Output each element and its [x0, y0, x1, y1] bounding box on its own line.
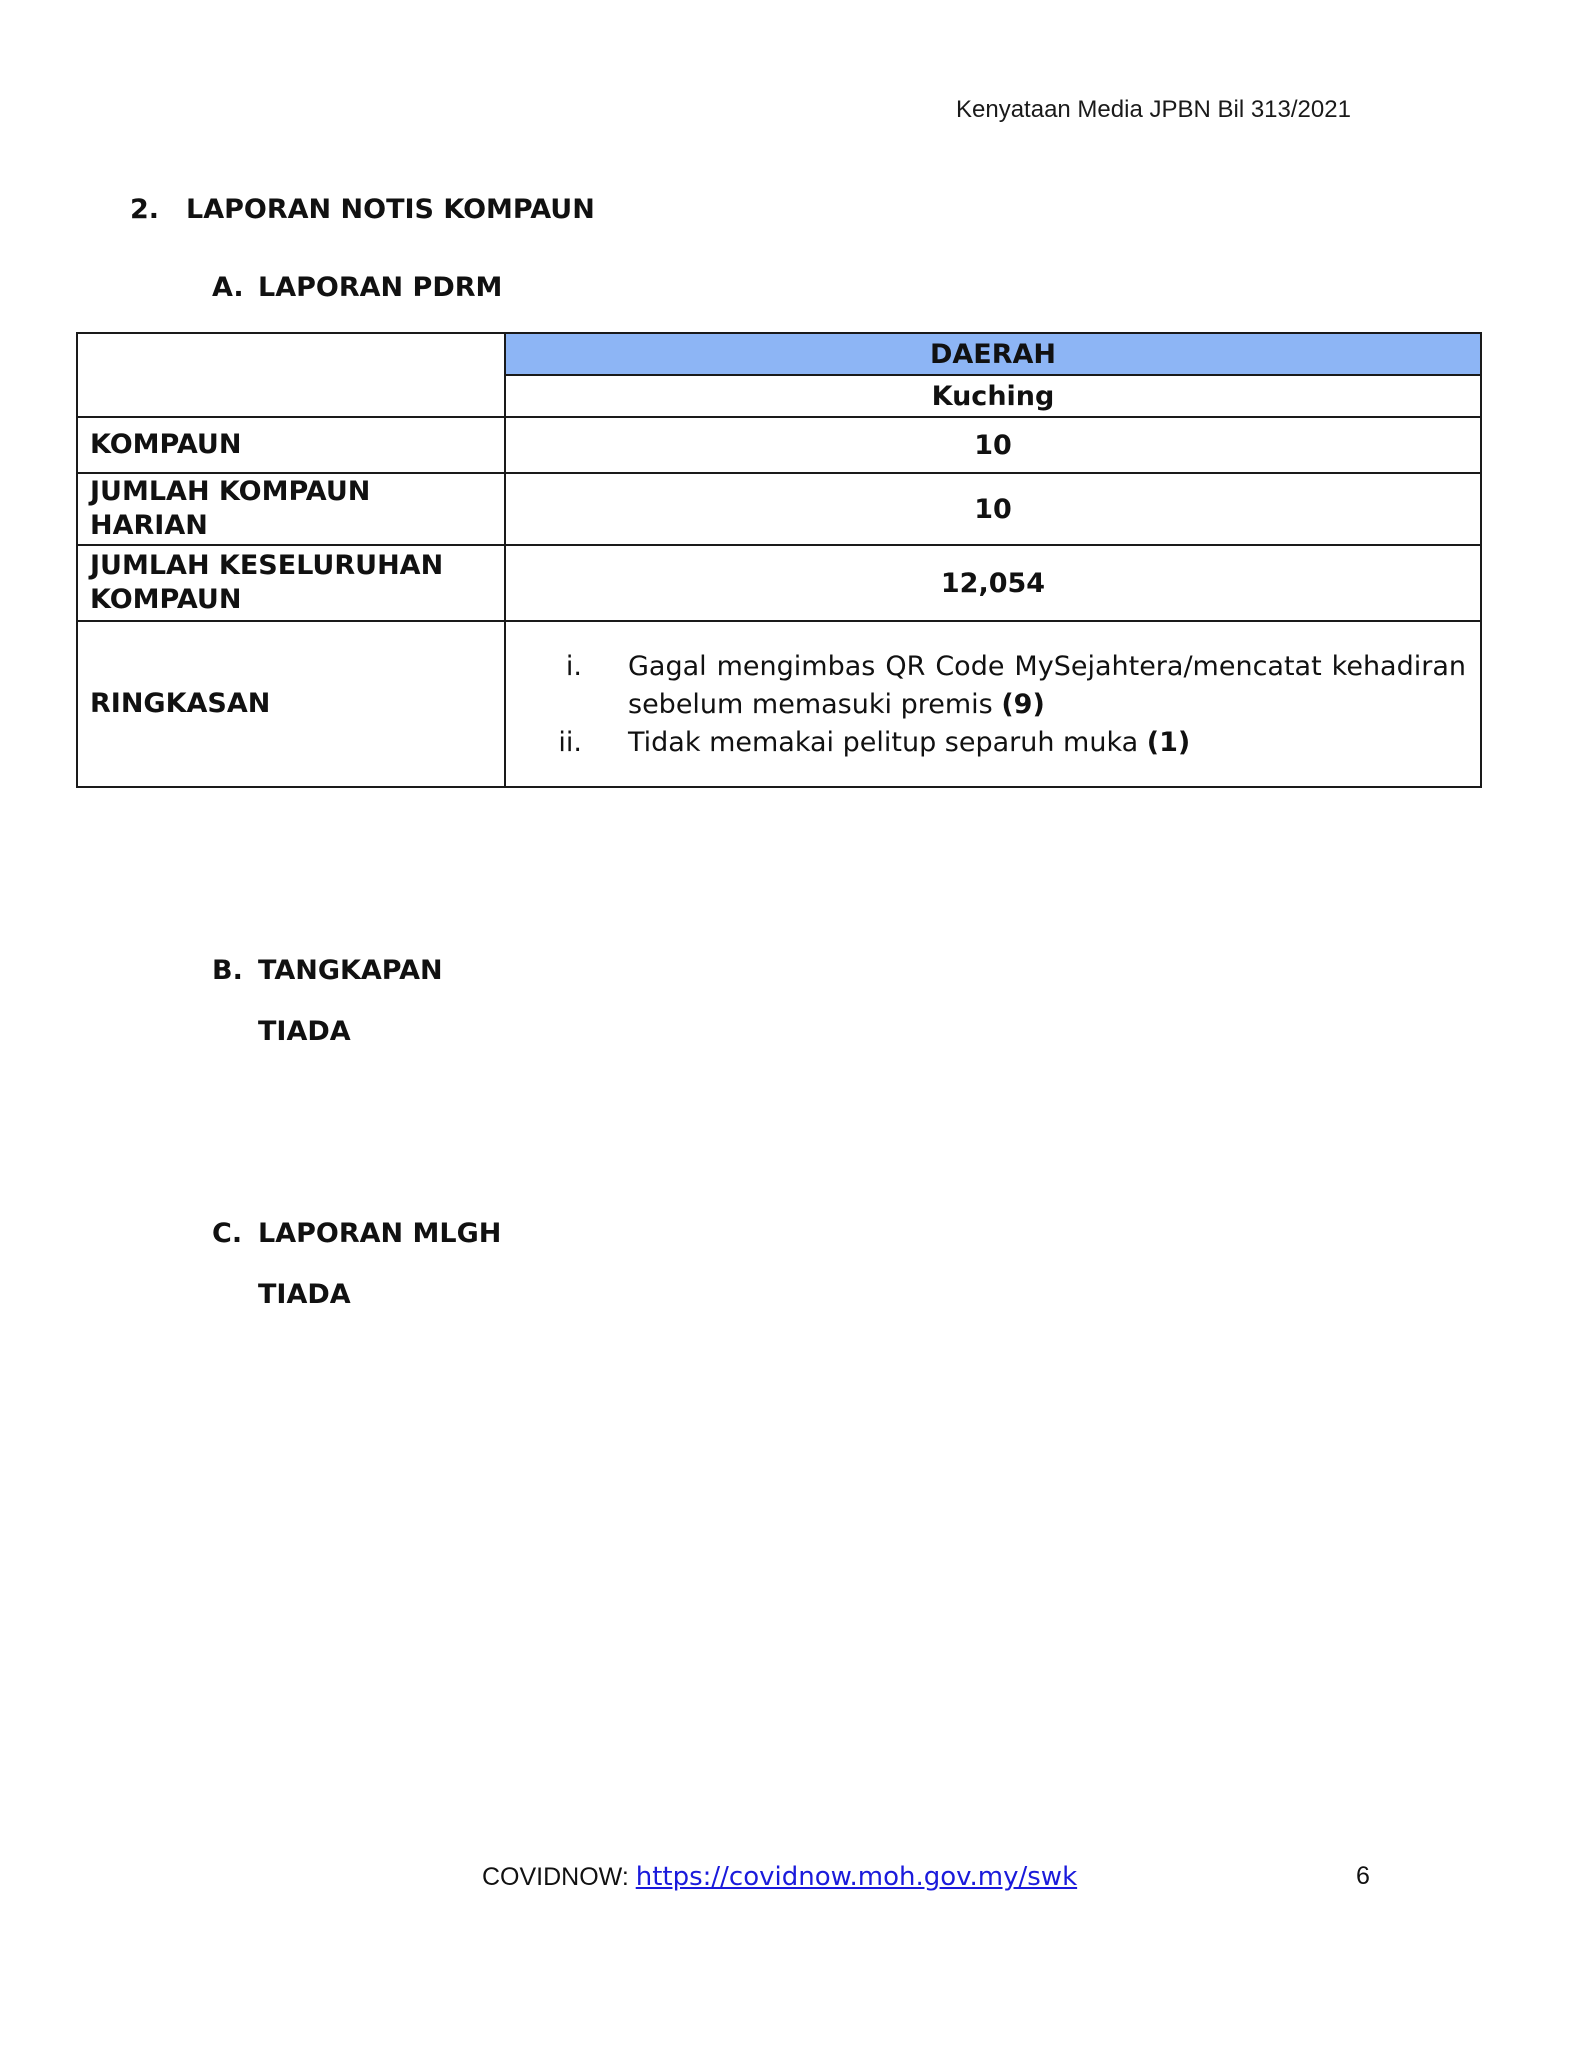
row-value-daily-total: 10: [505, 473, 1481, 545]
subsection-b-heading: [212, 955, 443, 986]
summary-numeral: ii.: [558, 727, 582, 758]
subsection-a-title: LAPORAN PDRM: [258, 272, 503, 303]
list-item: [518, 724, 1468, 762]
district-header: DAERAH: [505, 333, 1481, 375]
footer: [482, 1862, 1077, 1892]
summary-description: Tidak memakai pelitup separuh muka: [628, 727, 1139, 758]
list-item: [518, 648, 1468, 724]
row-label-kompaun: KOMPAUN: [77, 417, 505, 473]
subsection-a-heading: [212, 272, 502, 303]
subsection-c-heading: [212, 1218, 501, 1249]
summary-count: (9): [1001, 689, 1045, 720]
subsection-c-value: TIADA: [258, 1279, 351, 1310]
summary-text: [628, 724, 1468, 762]
section-number: 2.: [130, 194, 160, 225]
subsection-b-letter: B.: [212, 955, 243, 986]
subsection-b-title: TANGKAPAN: [258, 955, 443, 986]
summary-count: (1): [1146, 727, 1191, 758]
section-title: LAPORAN NOTIS KOMPAUN: [186, 194, 595, 225]
table-row: [77, 473, 1481, 545]
row-label-overall-total: [77, 545, 505, 621]
row-label-daily-total: JUMLAH KOMPAUN HARIAN: [77, 473, 505, 545]
document-reference: Kenyataan Media JPBN Bil 313/2021: [956, 96, 1351, 123]
subsection-b-value: TIADA: [258, 1016, 351, 1047]
row-label-overall-line2: KOMPAUN: [90, 584, 242, 615]
subsection-a-letter: A.: [212, 272, 244, 303]
row-value-summary: [505, 621, 1481, 787]
footer-prefix: COVIDNOW:: [482, 1863, 629, 1891]
table-row: [77, 417, 1481, 473]
row-value-overall-total: 12,054: [505, 545, 1481, 621]
subsection-c-title: LAPORAN MLGH: [258, 1218, 502, 1249]
row-value-kompaun: 10: [505, 417, 1481, 473]
covidnow-link[interactable]: https://covidnow.moh.gov.my/swk: [635, 1862, 1078, 1892]
row-label-overall-line1: JUMLAH KESELURUHAN: [90, 550, 444, 581]
page-number: 6: [1356, 1862, 1370, 1890]
subsection-c-letter: C.: [212, 1218, 243, 1249]
table-corner-cell: [77, 333, 505, 417]
summary-numeral: i.: [565, 651, 582, 682]
compound-report-table: [76, 332, 1482, 788]
district-name: Kuching: [505, 375, 1481, 417]
table-row: [77, 545, 1481, 621]
row-label-summary: RINGKASAN: [77, 621, 505, 787]
summary-description: Gagal mengimbas QR Code MySejahtera/mencatat kehadiran sebelum memasuki premis: [628, 651, 1466, 720]
summary-text: [628, 648, 1468, 724]
table-row: [77, 621, 1481, 787]
section-heading: [130, 194, 595, 225]
summary-list: [518, 622, 1468, 786]
